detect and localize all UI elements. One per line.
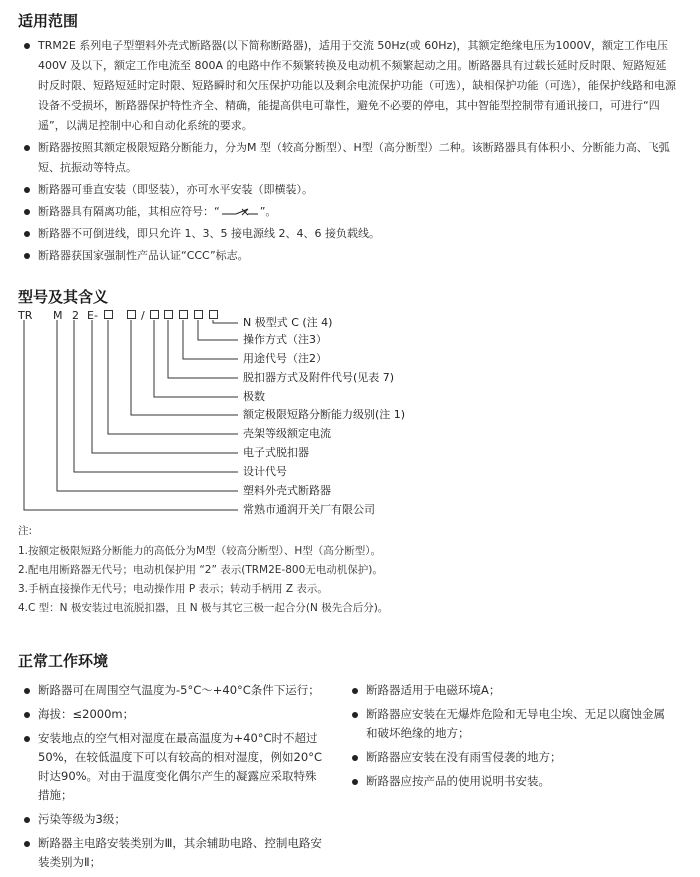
list-item: 断路器不可倒进线，即只允许 1、3、5 接电源线 2、4、6 接负载线。	[24, 224, 676, 244]
section-title-model: 型号及其含义	[18, 288, 109, 306]
scope-list	[24, 36, 676, 268]
list-item: 断路器适用于电磁环境A；	[352, 681, 672, 700]
bullet-icon	[24, 817, 30, 823]
code-part-m: M	[53, 309, 63, 322]
list-item: 断路器可垂直安装（即竖装），亦可水平安装（即横装）。	[24, 180, 676, 200]
list-item: TRM2E 系列电子型塑料外壳式断路器(以下简称断路器)，适用于交流 50Hz(或 60Hz)，其额定绝缘电压为1000V，额定工作电压400V 及以下，额定工作电流至 800A 的电路中作不频繁转换及电动机不频繁起动之用。断路器具有过载长延时反时限、短路短延时反时限、短路短延时定时限、短路瞬时和欠压保护功能以及剩余电流保护功能（可选），缺相保护功能（可选），能保护线路和电源设备不受损坏，断路器保护特性齐全、精确，能提高供电可靠性，避免不必要的停电，其中智能型控制带有通讯接口，可进行“四遥”，以满足控制中心和自动化系统的要求。	[24, 36, 676, 136]
code-box	[104, 310, 113, 319]
isolation-symbol-icon	[220, 207, 260, 217]
code-desc-manufacturer: 常熟市通润开关厂有限公司	[243, 503, 375, 516]
note-item: 2.配电用断路器无代号；电动机保护用 “2” 表示(TRM2E-800无电动机保护)。	[18, 564, 383, 576]
notes-title: 注:	[18, 525, 33, 537]
bullet-icon	[24, 43, 30, 49]
code-desc-operation: 操作方式（注3）	[243, 333, 327, 346]
bullet-icon	[24, 187, 30, 193]
code-part-tr: TR	[18, 309, 33, 322]
bullet-icon	[24, 145, 30, 151]
code-box	[209, 310, 218, 319]
bullet-icon	[352, 688, 358, 694]
list-item: 断路器获国家强制性产品认证“CCC”标志。	[24, 246, 676, 266]
code-box	[127, 310, 136, 319]
bullet-icon	[24, 231, 30, 237]
environment-list-right	[352, 681, 672, 796]
code-desc-frame-current: 壳架等级额定电流	[243, 427, 331, 440]
code-desc-mccb: 塑料外壳式断路器	[243, 484, 331, 497]
code-desc-release: 脱扣器方式及附件代号(见表 7)	[243, 371, 395, 384]
code-box	[164, 310, 173, 319]
section-title-environment: 正常工作环境	[18, 652, 109, 670]
list-item: 断路器应按产品的使用说明书安装。	[352, 772, 672, 791]
list-item: 海拔：≤2000m；	[24, 705, 324, 724]
list-item: 安装地点的空气相对湿度在最高温度为+40°C时不超过50%，在较低温度下可以有较高的相对湿度，例如20°C时达90%。对由于温度变化偶尔产生的凝露应采取特殊措施；	[24, 729, 324, 805]
code-part-2: 2	[72, 309, 79, 322]
code-desc-breaking-capacity: 额定极限短路分断能力级别(注 1)	[243, 408, 406, 421]
bullet-icon	[24, 736, 30, 742]
note-item: 4.C 型：N 极安装过电流脱扣器，且 N 极与其它三极一起合分(N 极先合后分)。	[18, 602, 389, 614]
section-title-scope: 适用范围	[18, 12, 79, 30]
code-part-e: E-	[87, 309, 98, 322]
code-desc-usage: 用途代号（注2）	[243, 352, 327, 365]
list-item: 断路器可在周围空气温度为-5°C～+40°C条件下运行；	[24, 681, 324, 700]
bullet-icon	[24, 253, 30, 259]
code-box	[194, 310, 203, 319]
code-box	[179, 310, 188, 319]
note-item: 3.手柄直接操作无代号；电动操作用 P 表示；转动手柄用 Z 表示。	[18, 583, 328, 595]
note-item: 1.按额定极限短路分断能力的高低分为M型（较高分断型）、H型（高分断型）。	[18, 545, 381, 557]
code-part-slash: /	[141, 309, 145, 322]
list-item: 断路器应安装在没有雨雪侵袭的地方；	[352, 748, 672, 767]
bullet-icon	[24, 841, 30, 847]
bullet-icon	[352, 712, 358, 718]
list-item: 断路器按照其额定极限短路分断能力，分为M 型（较高分断型）、H型（高分断型）二种。该断路器具有体积小、分断能力高、飞弧短、抗振动等特点。	[24, 138, 676, 178]
bullet-icon	[24, 209, 30, 215]
bullet-icon	[352, 755, 358, 761]
code-desc-design-code: 设计代号	[243, 465, 287, 478]
code-desc-poles: 极数	[243, 390, 265, 403]
bullet-icon	[24, 712, 30, 718]
code-box	[150, 310, 159, 319]
code-desc-electronic-release: 电子式脱扣器	[243, 446, 309, 459]
list-item: 断路器主电路安装类别为Ⅲ，其余辅助电路、控制电路安装类别为Ⅱ；	[24, 834, 324, 872]
bullet-icon	[352, 779, 358, 785]
list-item: 断路器具有隔离功能，其相应符号：“ ”。	[24, 202, 676, 222]
list-item: 断路器应安装在无爆炸危险和无导电尘埃、无足以腐蚀金属和破坏绝缘的地方；	[352, 705, 672, 743]
environment-list-left	[24, 681, 324, 877]
list-item: 污染等级为3级；	[24, 810, 324, 829]
bullet-icon	[24, 688, 30, 694]
code-desc-n-pole: N 极型式 C (注 4)	[243, 316, 333, 329]
